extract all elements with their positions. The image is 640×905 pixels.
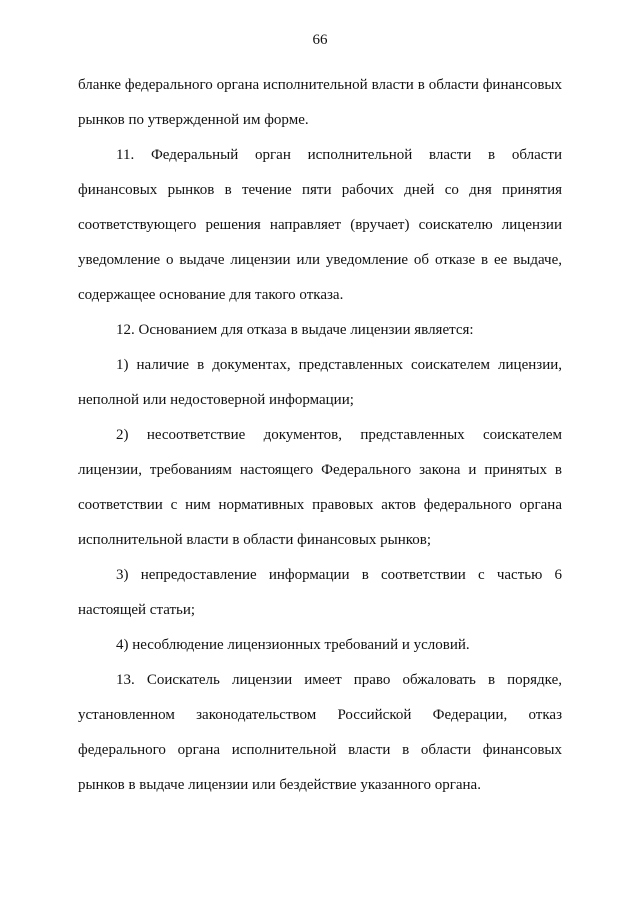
text-line-1: бланке федерального органа исполнительной власти в области финансовых — [78, 77, 562, 93]
paragraph-13-line-2: установленном законодательством Российской Федерации, отказ — [78, 707, 562, 723]
item-2-line-4: исполнительной власти в области финансовых рынков; — [78, 532, 432, 548]
paragraph-11-line-4: уведомление о выдаче лицензии или уведомление об отказе в ее выдаче, — [78, 252, 562, 268]
paragraph-11-line-3: соответствующего решения направляет (вручает) соискателю лицензии — [78, 217, 562, 233]
item-2-line-2: лицензии, требованиям настоящего Федерального закона и принятых в — [78, 462, 562, 478]
text-line-2: рынков по утвержденной им форме. — [78, 112, 309, 128]
item-1-line-2: неполной или недостоверной информации; — [78, 392, 354, 408]
paragraph-13-line-3: федерального органа исполнительной власти в области финансовых — [78, 742, 562, 758]
item-3-line-1: 3) непредоставление информации в соответствии с частью 6 — [116, 567, 562, 583]
item-4-line-1: 4) несоблюдение лицензионных требований и условий. — [116, 637, 470, 653]
item-2-line-3: соответствии с ним нормативных правовых актов федерального органа — [78, 497, 562, 513]
paragraph-11-line-5: содержащее основание для такого отказа. — [78, 287, 344, 303]
paragraph-12-heading: 12. Основанием для отказа в выдаче лицензии является: — [116, 322, 474, 338]
paragraph-13-line-4: рынков в выдаче лицензии или бездействие указанного органа. — [78, 777, 481, 793]
document-body — [78, 68, 562, 803]
page-number: 66 — [312, 32, 328, 48]
paragraph-13-line-1: 13. Соискатель лицензии имеет право обжаловать в порядке, — [116, 672, 562, 688]
item-2-line-1: 2) несоответствие документов, представленных соискателем — [116, 427, 562, 443]
item-1-line-1: 1) наличие в документах, представленных соискателем лицензии, — [116, 357, 562, 373]
paragraph-11-line-2: финансовых рынков в течение пяти рабочих дней со дня принятия — [78, 182, 562, 198]
item-3-line-2: настоящей статьи; — [78, 602, 196, 618]
paragraph-11-line-1: 11. Федеральный орган исполнительной власти в области — [116, 147, 562, 163]
